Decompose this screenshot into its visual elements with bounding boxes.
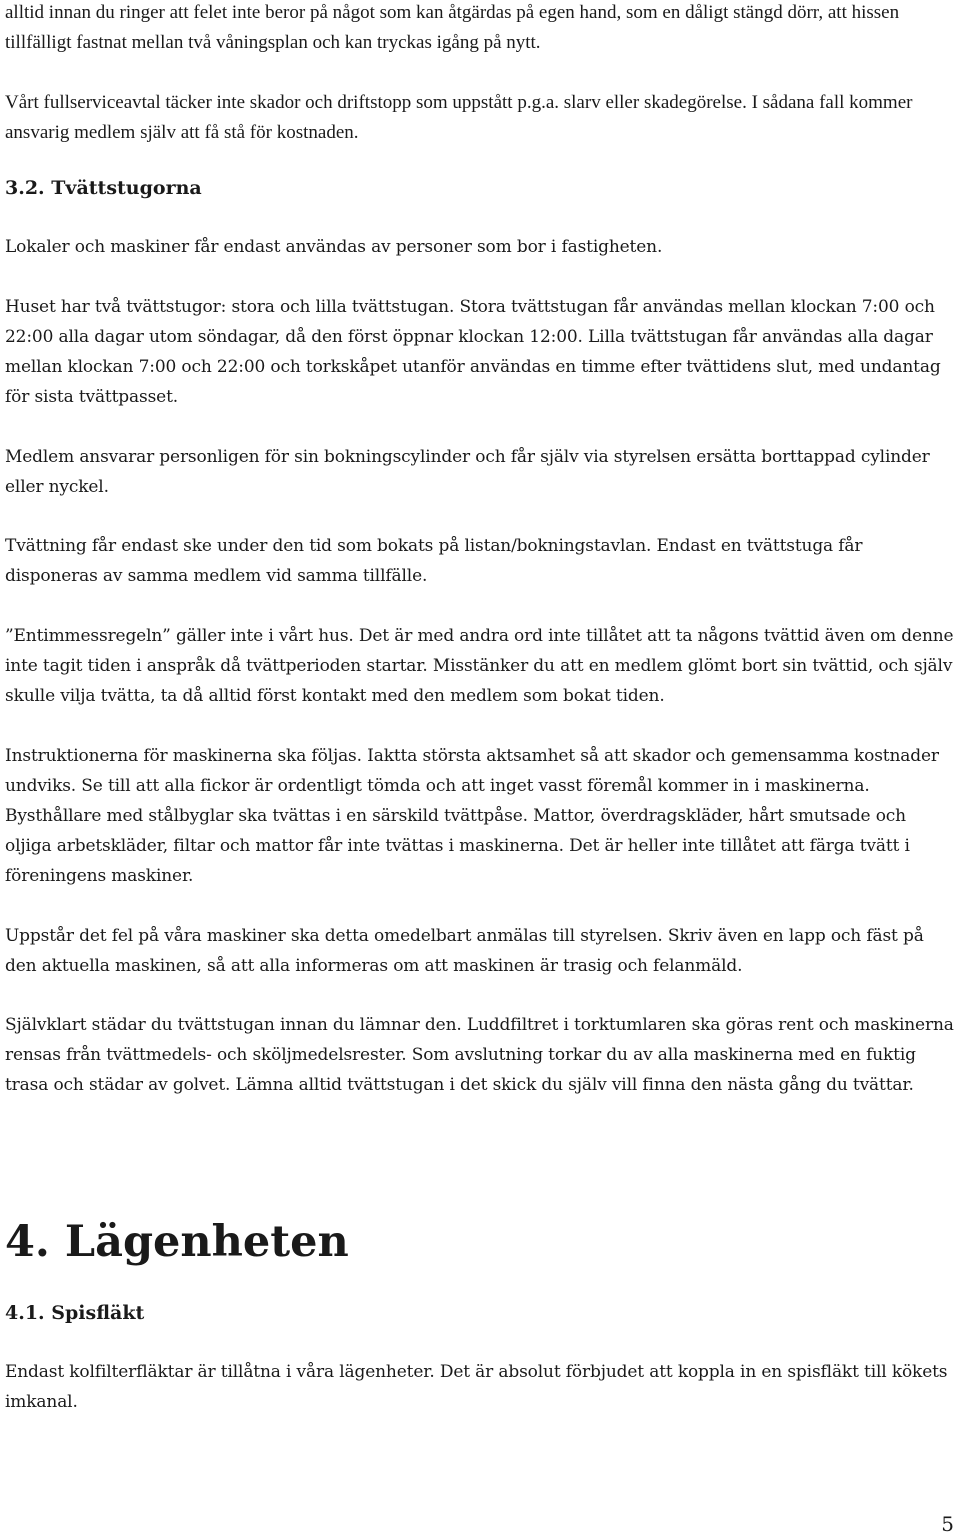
section-heading-3-2: 3.2. Tvättstugorna [5, 177, 202, 199]
paragraph-cleaning: Självklart städar du tvättstugan innan du lämnar den. Luddfiltret i torktumlaren ska göras rent och maskinerna rensas från tvättmedels- och sköljmedelsrester. Som avslutning torkar du av alla maskinerna med en fuktig trasa och städar av golvet. Lämna alltid tvättstugan i det skick du själv vill finna den nästa gång du tvättar. [5, 1015, 954, 1095]
paragraph-one-hour-rule: ”Entimmessregeln” gäller inte i vårt hus. Det är med andra ord inte tillåtet att ta någons tvättid även om denne inte tagit tiden i anspråk då tvättperioden startar. Misstänker du att en medlem glömt bort sin tvättid, och själv skulle vilja tvätta, ta då alltid först kontakt med den medlem som bokat tiden. [5, 626, 954, 706]
paragraph-fault-reporting: Uppstår det fel på våra maskiner ska detta omedelbart anmälas till styrelsen. Skriv även en lapp och fäst på den aktuella maskinen, så att alla informeras om att maskinen är trasig och felanmäld. [5, 926, 924, 976]
paragraph-machine-instructions: Instruktionerna för maskinerna ska följas. Iaktta största aktsamhet så att skador och gemensamma kostnader undviks. Se till att alla fickor är ordentligt tömda och att inget vasst föremål kommer in i maskinerna. Bysthållare med stålbyglar ska tvättas i en särskild tvättpåse. Mattor, överdragskläder, hårt smutsade och oljiga arbetskläder, filtar och mattor får inte tvättas i maskinerna. Det är heller inte tillåtet att färga tvätt i föreningens maskiner. [5, 746, 939, 886]
intro-paragraph-2: Vårt fullserviceavtal täcker inte skador och driftstopp som uppstått p.g.a. slarv eller skadegörelse. I sådana fall kommer ansvarig medlem själv att få stå för kostnaden. [5, 92, 913, 143]
intro-paragraph-1: alltid innan du ringer att felet inte beror på något som kan åtgärdas på egen hand, som en dåligt stängd dörr, att hissen tillfälligt fastnat mellan två våningsplan och kan tryckas igång på nytt. [5, 2, 900, 53]
paragraph-laundry-hours: Huset har två tvättstugor: stora och lilla tvättstugan. Stora tvättstugan får användas mellan klockan 7:00 och 22:00 alla dagar utom söndagar, då den först öppnar klockan 12:00. Lilla tvättstugan får användas alla dagar mellan klockan 7:00 och 22:00 och torkskåpet utanför användas en timme efter tvättidens slut, med undantag för sista tvättpasset. [5, 297, 941, 407]
paragraph-booking-cylinder: Medlem ansvarar personligen för sin bokningscylinder och får själv via styrelsen ersätta borttappad cylinder eller nyckel. [5, 447, 930, 497]
page-number: 5 [941, 1512, 954, 1536]
paragraph-booking-rules: Tvättning får endast ske under den tid som bokats på listan/bokningstavlan. Endast en tvättstuga får disponeras av samma medlem vid samma tillfälle. [5, 536, 863, 586]
paragraph-laundry-access: Lokaler och maskiner får endast användas av personer som bor i fastigheten. [5, 237, 663, 257]
paragraph-kitchen-fan: Endast kolfilterfläktar är tillåtna i våra lägenheter. Det är absolut förbjudet att koppla in en spisfläkt till kökets imkanal. [5, 1362, 948, 1412]
section-heading-4: 4. Lägenheten [5, 1217, 349, 1267]
section-heading-4-1: 4.1. Spisfläkt [5, 1302, 145, 1324]
